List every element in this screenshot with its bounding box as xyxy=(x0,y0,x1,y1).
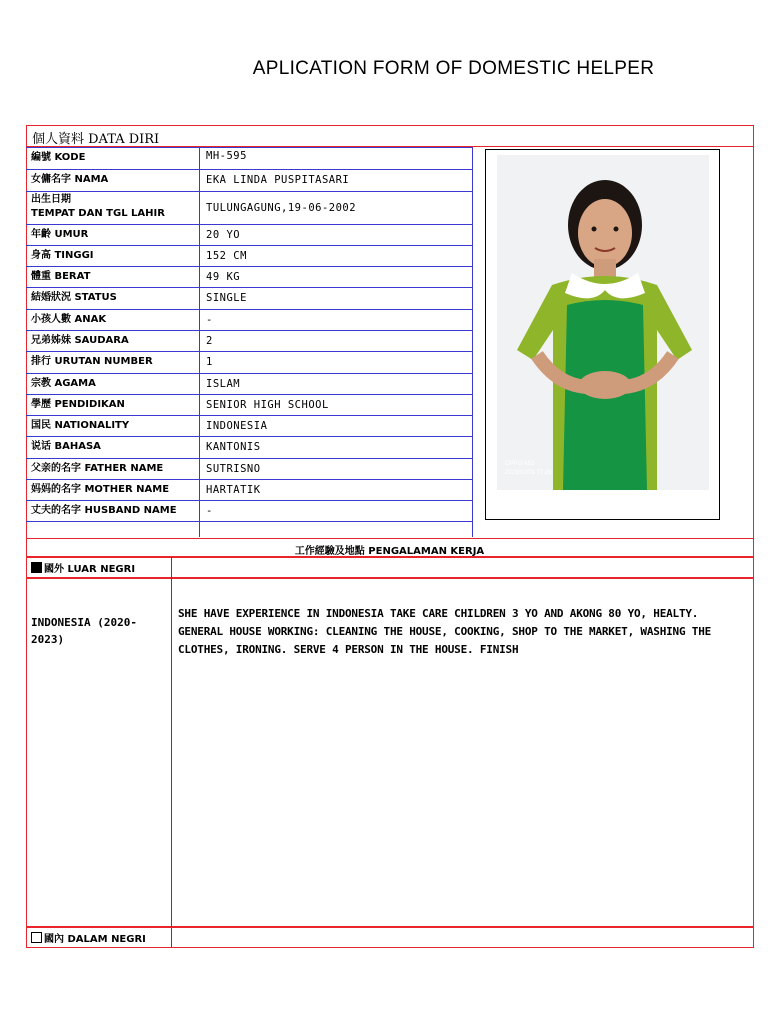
field-label: 體重 BERAT xyxy=(31,270,91,282)
field-label: 父亲的名字 FATHER NAME xyxy=(31,462,164,474)
abroad-label: 國外 LUAR NEGRI xyxy=(31,562,135,576)
abroad-row xyxy=(26,557,754,578)
field-value: 2 xyxy=(206,334,213,347)
experience-country: INDONESIA (2020-2023) xyxy=(31,616,137,646)
field-value: 1 xyxy=(206,356,213,368)
field-value: - xyxy=(206,313,213,326)
field-label: 年齡 UMUR xyxy=(31,228,89,240)
field-label: 學歷 PENDIDIKAN xyxy=(31,398,125,410)
field-value: SUTRISNO xyxy=(206,462,261,475)
field-value: 49 KG xyxy=(206,270,241,283)
field-label: 排行 URUTAN NUMBER xyxy=(31,356,153,367)
personal-section-title: 個人資料 DATA DIRI xyxy=(32,132,160,147)
field-label: 小孩人數 ANAK xyxy=(31,313,107,325)
checked-box-icon xyxy=(31,562,42,573)
field-label: 編號 KODE xyxy=(31,152,86,163)
photo-watermark-date: 2023/02/01 17:26 xyxy=(505,470,552,476)
field-label: 国民 NATIONALITY xyxy=(31,419,130,431)
photo-watermark: OPPO A53 xyxy=(505,461,535,467)
field-value: SINGLE xyxy=(206,292,247,304)
field-label: 身高 TINGGI xyxy=(31,249,94,261)
unchecked-box-icon xyxy=(31,932,42,943)
field-label-secondary: TEMPAT DAN TGL LAHIR xyxy=(31,208,165,219)
field-label: 出生日期 xyxy=(31,194,71,205)
field-value: 152 CM xyxy=(206,249,247,262)
form-title: APLICATION FORM OF DOMESTIC HELPER xyxy=(252,58,655,79)
field-label: 说话 BAHASA xyxy=(31,441,101,452)
field-label: 兄弟姊妹 SAUDARA xyxy=(31,334,129,346)
field-label: 丈夫的名字 HUSBAND NAME xyxy=(31,504,177,516)
field-value: ISLAM xyxy=(206,377,241,390)
field-label: 結婚狀況 STATUS xyxy=(31,292,117,303)
field-value: TULUNGAGUNG,19-06-2002 xyxy=(206,201,357,214)
domestic-label: 國內 DALAM NEGRI xyxy=(31,932,146,946)
field-value: HARTATIK xyxy=(206,483,261,496)
field-value: - xyxy=(206,504,213,517)
experience-section-title: 工作經驗及地點 PENGALAMAN KERJA xyxy=(294,546,485,557)
field-value: INDONESIA xyxy=(206,419,268,432)
experience-description: SHE HAVE EXPERIENCE IN INDONESIA TAKE CARE CHILDREN 3 YO AND AKONG 80 YO, HEALTY. GENERAL HOUSE WORKING: CLEANING THE HOUSE, COOKING, SHOP TO THE MARKET, WASHING THE CLOTHES, IRONING. SERVE 4 PERSON IN THE HOUSE. FINISH xyxy=(178,607,712,656)
field-value: MH-595 xyxy=(206,150,247,162)
field-label: 妈妈的名字 MOTHER NAME xyxy=(31,483,170,495)
field-value: 20 YO xyxy=(206,228,241,241)
field-label: 女傭名字 NAMA xyxy=(31,174,109,185)
field-value: KANTONIS xyxy=(206,441,261,453)
personal-section-header xyxy=(26,125,754,147)
field-value: SENIOR HIGH SCHOOL xyxy=(206,398,329,411)
experience-section-header xyxy=(26,538,754,557)
applicant-photo xyxy=(497,155,709,490)
field-value: EKA LINDA PUSPITASARI xyxy=(206,174,350,186)
field-label: 宗教 AGAMA xyxy=(31,377,96,389)
